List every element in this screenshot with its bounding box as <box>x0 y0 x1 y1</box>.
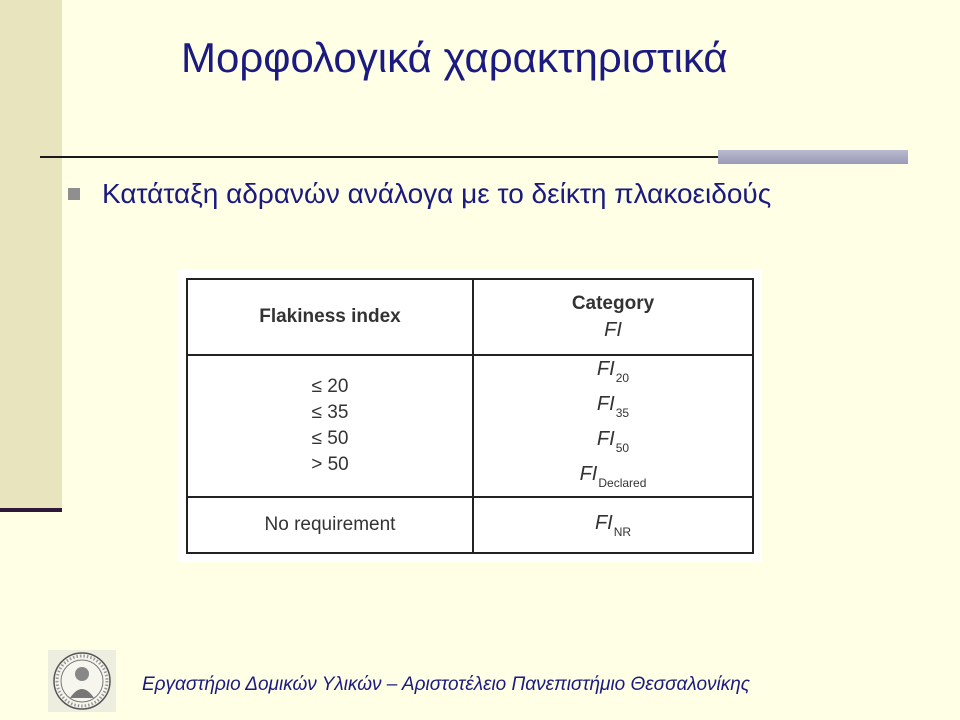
header-col2-label: Category <box>571 293 655 314</box>
table-row <box>187 355 753 497</box>
index-value: > 50 <box>311 454 349 475</box>
bullet-square-icon <box>68 188 80 200</box>
category-value: $FI_{Declared}$ <box>579 463 647 490</box>
index-value: ≤ 20 <box>311 376 349 397</box>
university-seal-icon <box>48 650 116 712</box>
index-values-cell <box>187 355 473 497</box>
header-flakiness-index <box>187 279 473 355</box>
flakiness-table <box>186 278 754 554</box>
left-band-underline <box>0 508 62 512</box>
header-category <box>473 279 753 355</box>
table-header-row <box>187 279 753 355</box>
header-col1-label: Flakiness index <box>259 306 401 327</box>
table-row <box>187 497 753 553</box>
index-value: ≤ 35 <box>311 402 349 423</box>
category-value: $FI_{NR}$ <box>594 511 632 539</box>
header-col2-sublabel: FI <box>604 319 622 341</box>
category-nr-cell <box>473 497 753 553</box>
bullet-item <box>68 178 771 210</box>
no-requirement-cell <box>187 497 473 553</box>
category-value: $FI_{35}$ <box>596 393 630 420</box>
category-value: $FI_{20}$ <box>596 358 630 385</box>
footer-text: Εργαστήριο Δομικών Υλικών – Αριστοτέλειο Πανεπιστήμιο Θεσσαλονίκης <box>142 674 751 695</box>
flakiness-table-image <box>178 270 762 562</box>
bullet-text: Κατάταξη αδρανών ανάλογα με το δείκτη πλακοειδούς <box>102 178 772 209</box>
left-decorative-band <box>0 0 62 510</box>
index-value: No requirement <box>264 514 396 535</box>
index-value: ≤ 50 <box>311 428 349 449</box>
category-value: $FI_{50}$ <box>596 428 630 455</box>
title-divider-accent <box>718 150 908 164</box>
category-values-cell <box>473 355 753 497</box>
slide-title: Μορφολογικά χαρακτηριστικά <box>181 34 728 81</box>
